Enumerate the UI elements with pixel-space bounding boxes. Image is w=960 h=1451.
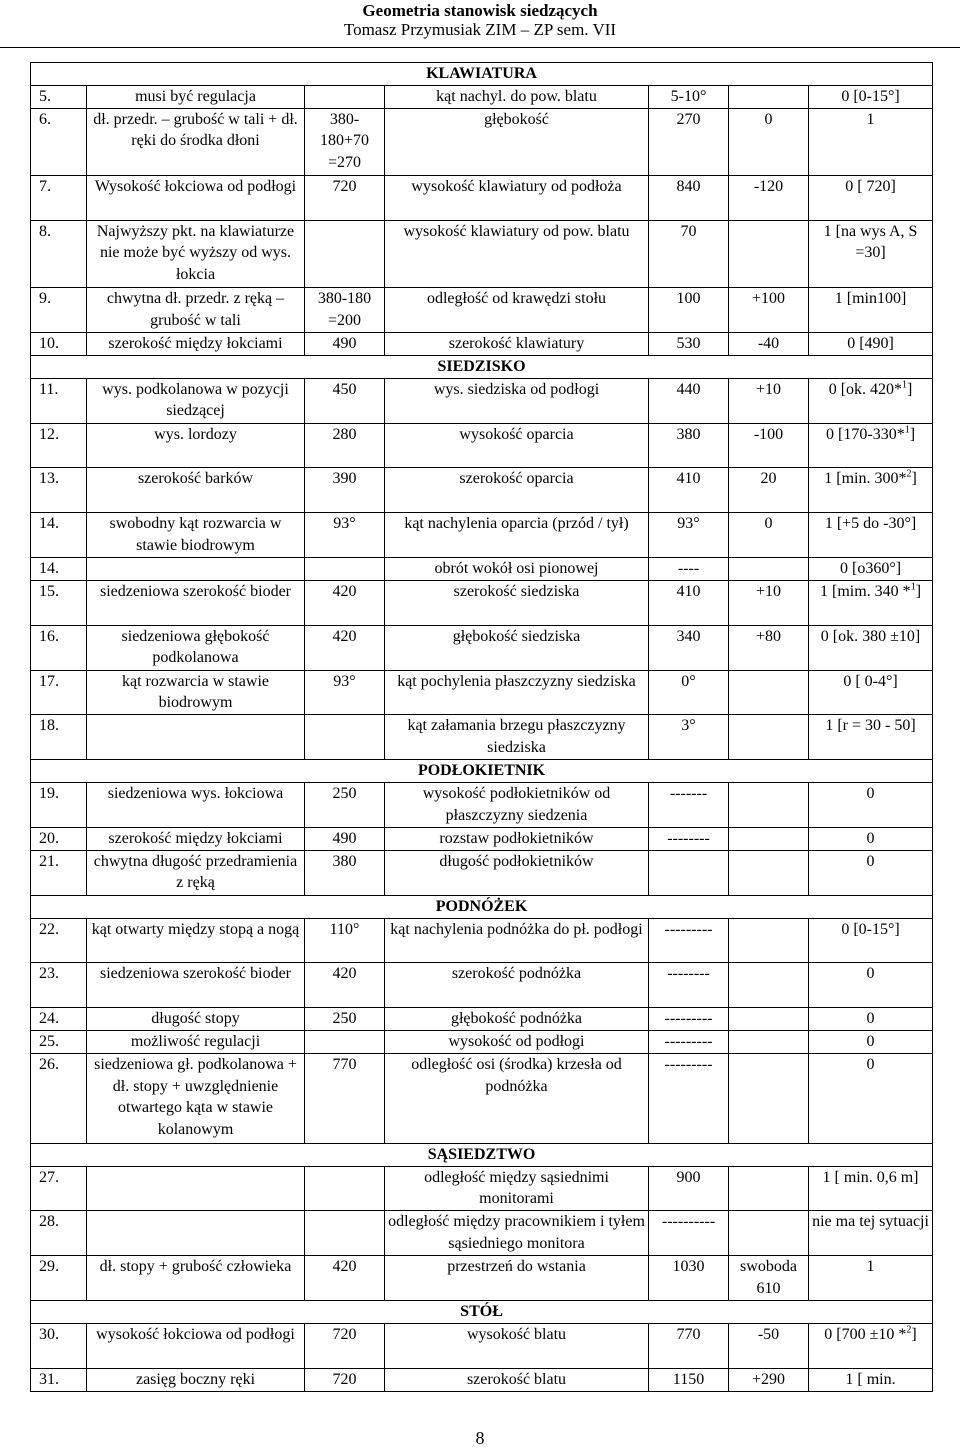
cell-diff: 0: [729, 108, 809, 175]
page-header: [0, 0, 960, 40]
cell-res: 1 [ min. 0,6 m]: [809, 1166, 933, 1211]
cell-res: 0: [809, 1054, 933, 1144]
cell-anthro: szerokość między łokciami: [87, 332, 305, 355]
cell-anthro: [87, 715, 305, 760]
cell-val: --------: [649, 827, 729, 850]
table-row: [31, 378, 933, 423]
table-row: [31, 288, 933, 333]
cell-param: kąt nachyl. do pow. blatu: [385, 85, 649, 108]
cell-no: 14.: [31, 513, 87, 558]
cell-val: ---------: [649, 1031, 729, 1054]
cell-param: wys. siedziska od podłogi: [385, 378, 649, 423]
cell-val: 5-10°: [649, 85, 729, 108]
cell-val: 770: [649, 1323, 729, 1368]
cell-no: 29.: [31, 1256, 87, 1301]
cell-anthro: chwytna dł. przedr. z ręką – grubość w tali: [87, 288, 305, 333]
cell-no: 18.: [31, 715, 87, 760]
cell-param: kąt załamania brzegu płaszczyzny siedziska: [385, 715, 649, 760]
cell-diff: +290: [729, 1368, 809, 1391]
cell-val: 270: [649, 108, 729, 175]
cell-no: 8.: [31, 220, 87, 287]
cell-param: wysokość podłokietników od płaszczyzny siedzenia: [385, 783, 649, 828]
table-row: [31, 1031, 933, 1054]
section-row-siedzisko: [31, 355, 933, 378]
table-row: [31, 580, 933, 625]
cell-anthro: możliwość regulacji: [87, 1031, 305, 1054]
section-row-sasiedztwo: [31, 1143, 933, 1166]
cell-no: 22.: [31, 918, 87, 963]
cell-res: 1 [min. 300*$^2$]: [809, 468, 933, 513]
cell-no: 25.: [31, 1031, 87, 1054]
section-row-podnozek: [31, 895, 933, 918]
cell-val: 840: [649, 176, 729, 221]
cell-diff: [729, 918, 809, 963]
cell-diff: -40: [729, 332, 809, 355]
cell-diff: [729, 558, 809, 581]
cell-anthro: dł. stopy + grubość człowieka: [87, 1256, 305, 1301]
cell-v: [305, 1166, 385, 1211]
cell-res: 0 [490]: [809, 332, 933, 355]
table-row: [31, 715, 933, 760]
cell-v: 93°: [305, 670, 385, 715]
cell-v: 420: [305, 625, 385, 670]
table-row: [31, 1211, 933, 1256]
cell-param: odległość od krawędzi stołu: [385, 288, 649, 333]
cell-v: 110°: [305, 918, 385, 963]
cell-v: 380-180+70 =270: [305, 108, 385, 175]
cell-anthro: wys. podkolanowa w pozycji siedzącej: [87, 378, 305, 423]
cell-v: 380: [305, 850, 385, 895]
cell-anthro: wys. lordozy: [87, 423, 305, 468]
cell-res: 0: [809, 963, 933, 1008]
cell-no: 17.: [31, 670, 87, 715]
cell-diff: [729, 1166, 809, 1211]
cell-v: 390: [305, 468, 385, 513]
table-row: [31, 108, 933, 175]
cell-param: kąt nachylenia podnóżka do pł. podłogi: [385, 918, 649, 963]
table-row: [31, 827, 933, 850]
cell-no: 30.: [31, 1323, 87, 1368]
cell-diff: [729, 1008, 809, 1031]
cell-val: 410: [649, 580, 729, 625]
cell-res: 0: [809, 827, 933, 850]
cell-res: 0: [809, 783, 933, 828]
cell-diff: [729, 85, 809, 108]
section-row-klawiatura: [31, 63, 933, 86]
document-title: Geometria stanowisk siedzących: [362, 1, 598, 20]
cell-v: 380-180 =200: [305, 288, 385, 333]
cell-diff: +100: [729, 288, 809, 333]
table-row: [31, 513, 933, 558]
cell-param: głębokość podnóżka: [385, 1008, 649, 1031]
cell-anthro: swobodny kąt rozwarcia w stawie biodrowym: [87, 513, 305, 558]
cell-anthro: chwytna długość przedramienia z ręką: [87, 850, 305, 895]
cell-no: 28.: [31, 1211, 87, 1256]
cell-no: 27.: [31, 1166, 87, 1211]
cell-res: 0 [170-330*$^1$]: [809, 423, 933, 468]
cell-res: 0 [ 720]: [809, 176, 933, 221]
cell-anthro: Najwyższy pkt. na klawiaturze nie może być wyższy od wys. łokcia: [87, 220, 305, 287]
header-rule: [0, 47, 960, 48]
cell-no: 26.: [31, 1054, 87, 1144]
cell-v: 420: [305, 580, 385, 625]
cell-diff: [729, 850, 809, 895]
cell-res: 1 [r = 30 - 50]: [809, 715, 933, 760]
cell-v: 420: [305, 963, 385, 1008]
section-heading: PODNÓŻEK: [31, 895, 933, 918]
table-row: [31, 85, 933, 108]
cell-param: wysokość klawiatury od podłoża: [385, 176, 649, 221]
cell-no: 19.: [31, 783, 87, 828]
cell-no: 20.: [31, 827, 87, 850]
table-row: [31, 1256, 933, 1301]
cell-res: 0: [809, 1008, 933, 1031]
cell-res: 0: [809, 1031, 933, 1054]
cell-no: 16.: [31, 625, 87, 670]
cell-param: wysokość blatu: [385, 1323, 649, 1368]
table-row: [31, 625, 933, 670]
document-subtitle: Tomasz Przymusiak ZIM – ZP sem. VII: [343, 20, 617, 39]
cell-param: szerokość oparcia: [385, 468, 649, 513]
table-row: [31, 558, 933, 581]
cell-val: ---------: [649, 1008, 729, 1031]
table-row: [31, 670, 933, 715]
cell-val: 530: [649, 332, 729, 355]
cell-no: 10.: [31, 332, 87, 355]
cell-res: 0 [ 0-4°]: [809, 670, 933, 715]
cell-v: 250: [305, 1008, 385, 1031]
cell-diff: [729, 715, 809, 760]
cell-res: 0 [o360°]: [809, 558, 933, 581]
cell-diff: 20: [729, 468, 809, 513]
cell-res: 1 [ min.: [809, 1368, 933, 1391]
cell-no: 13.: [31, 468, 87, 513]
cell-anthro: dł. przedr. – grubość w tali + dł. ręki do środka dłoni: [87, 108, 305, 175]
cell-res: 1 [mim. 340 *$^1$]: [809, 580, 933, 625]
cell-no: 9.: [31, 288, 87, 333]
cell-res: nie ma tej sytuacji: [809, 1211, 933, 1256]
table-row: [31, 220, 933, 287]
cell-diff: [729, 963, 809, 1008]
section-heading: STÓŁ: [31, 1301, 933, 1324]
cell-diff: swoboda 610: [729, 1256, 809, 1301]
cell-diff: -120: [729, 176, 809, 221]
cell-v: 720: [305, 176, 385, 221]
cell-v: [305, 1031, 385, 1054]
section-row-podlokietnik: [31, 760, 933, 783]
cell-diff: -50: [729, 1323, 809, 1368]
page-number: 8: [475, 1428, 485, 1448]
cell-anthro: zasięg boczny ręki: [87, 1368, 305, 1391]
cell-anthro: długość stopy: [87, 1008, 305, 1031]
cell-v: 720: [305, 1368, 385, 1391]
cell-res: 1 [+5 do -30°]: [809, 513, 933, 558]
cell-diff: [729, 220, 809, 287]
table-row: [31, 176, 933, 221]
table-row: [31, 918, 933, 963]
cell-param: głębokość siedziska: [385, 625, 649, 670]
cell-anthro: szerokość między łokciami: [87, 827, 305, 850]
cell-param: wysokość oparcia: [385, 423, 649, 468]
table-row: [31, 423, 933, 468]
cell-param: szerokość siedziska: [385, 580, 649, 625]
cell-diff: [729, 670, 809, 715]
cell-no: 5.: [31, 85, 87, 108]
cell-param: odległość między pracownikiem i tyłem sąsiedniego monitora: [385, 1211, 649, 1256]
cell-val: 380: [649, 423, 729, 468]
cell-res: 1: [809, 1256, 933, 1301]
cell-v: [305, 558, 385, 581]
cell-val: 1030: [649, 1256, 729, 1301]
cell-no: 12.: [31, 423, 87, 468]
cell-param: rozstaw podłokietników: [385, 827, 649, 850]
cell-v: [305, 85, 385, 108]
cell-val: 1150: [649, 1368, 729, 1391]
cell-param: szerokość klawiatury: [385, 332, 649, 355]
cell-res: 0 [700 ±10 *$^2$]: [809, 1323, 933, 1368]
cell-anthro: [87, 1166, 305, 1211]
cell-res: 0 [0-15°]: [809, 85, 933, 108]
table-row: [31, 1323, 933, 1368]
cell-diff: [729, 827, 809, 850]
cell-val: 70: [649, 220, 729, 287]
table-row: [31, 1166, 933, 1211]
cell-no: 11.: [31, 378, 87, 423]
cell-no: 7.: [31, 176, 87, 221]
cell-res: 0 [ok. 380 ±10]: [809, 625, 933, 670]
cell-v: 93°: [305, 513, 385, 558]
table-row: [31, 1008, 933, 1031]
cell-diff: [729, 1211, 809, 1256]
cell-no: 23.: [31, 963, 87, 1008]
cell-anthro: siedzeniowa szerokość bioder: [87, 963, 305, 1008]
section-heading: SĄSIEDZTWO: [31, 1143, 933, 1166]
cell-diff: [729, 1031, 809, 1054]
cell-val: 900: [649, 1166, 729, 1211]
section-row-stol: [31, 1301, 933, 1324]
table-row: [31, 783, 933, 828]
table-row: [31, 963, 933, 1008]
cell-res: 0 [ok. 420*$^1$]: [809, 378, 933, 423]
cell-diff: 0: [729, 513, 809, 558]
ergonomics-table: [30, 62, 933, 1392]
cell-anthro: siedzeniowa szerokość bioder: [87, 580, 305, 625]
cell-anthro: musi być regulacja: [87, 85, 305, 108]
cell-no: 31.: [31, 1368, 87, 1391]
cell-anthro: wysokość łokciowa od podłogi: [87, 1323, 305, 1368]
cell-diff: [729, 1054, 809, 1144]
cell-v: 250: [305, 783, 385, 828]
cell-res: 1 [na wys A, S =30]: [809, 220, 933, 287]
cell-anthro: [87, 1211, 305, 1256]
cell-no: 6.: [31, 108, 87, 175]
table-row: [31, 332, 933, 355]
table-row: [31, 468, 933, 513]
cell-val: 410: [649, 468, 729, 513]
cell-v: [305, 715, 385, 760]
cell-anthro: siedzeniowa wys. łokciowa: [87, 783, 305, 828]
table-row: [31, 1368, 933, 1391]
cell-res: 0: [809, 850, 933, 895]
table-row: [31, 1054, 933, 1144]
cell-param: obrót wokół osi pionowej: [385, 558, 649, 581]
cell-anthro: siedzeniowa głębokość podkolanowa: [87, 625, 305, 670]
cell-param: długość podłokietników: [385, 850, 649, 895]
cell-diff: +10: [729, 580, 809, 625]
cell-val: 93°: [649, 513, 729, 558]
cell-v: 720: [305, 1323, 385, 1368]
cell-diff: +10: [729, 378, 809, 423]
cell-v: [305, 220, 385, 287]
cell-v: 490: [305, 332, 385, 355]
cell-val: --------: [649, 963, 729, 1008]
cell-v: 450: [305, 378, 385, 423]
section-heading: SIEDZISKO: [31, 355, 933, 378]
cell-anthro: kąt rozwarcia w stawie biodrowym: [87, 670, 305, 715]
cell-param: odległość między sąsiednimi monitorami: [385, 1166, 649, 1211]
cell-no: 14.: [31, 558, 87, 581]
cell-no: 24.: [31, 1008, 87, 1031]
cell-v: 490: [305, 827, 385, 850]
cell-param: głębokość: [385, 108, 649, 175]
cell-v: 420: [305, 1256, 385, 1301]
cell-val: 3°: [649, 715, 729, 760]
cell-val: -------: [649, 783, 729, 828]
cell-val: ----------: [649, 1211, 729, 1256]
cell-param: przestrzeń do wstania: [385, 1256, 649, 1301]
cell-diff: [729, 783, 809, 828]
cell-v: 280: [305, 423, 385, 468]
cell-param: kąt nachylenia oparcia (przód / tył): [385, 513, 649, 558]
cell-no: 21.: [31, 850, 87, 895]
cell-res: 0 [0-15°]: [809, 918, 933, 963]
cell-val: 440: [649, 378, 729, 423]
cell-param: wysokość klawiatury od pow. blatu: [385, 220, 649, 287]
cell-res: 1 [min100]: [809, 288, 933, 333]
cell-diff: +80: [729, 625, 809, 670]
cell-param: szerokość blatu: [385, 1368, 649, 1391]
cell-val: 340: [649, 625, 729, 670]
cell-anthro: szerokość barków: [87, 468, 305, 513]
section-heading: KLAWIATURA: [31, 63, 933, 86]
cell-val: [649, 850, 729, 895]
cell-anthro: kąt otwarty między stopą a nogą: [87, 918, 305, 963]
cell-res: 1: [809, 108, 933, 175]
cell-param: szerokość podnóżka: [385, 963, 649, 1008]
cell-anthro: Wysokość łokciowa od podłogi: [87, 176, 305, 221]
cell-param: kąt pochylenia płaszczyzny siedziska: [385, 670, 649, 715]
cell-val: 100: [649, 288, 729, 333]
section-heading: PODŁOKIETNIK: [31, 760, 933, 783]
cell-diff: -100: [729, 423, 809, 468]
cell-no: 15.: [31, 580, 87, 625]
cell-anthro: siedzeniowa gł. podkolanowa + dł. stopy + uwzględnienie otwartego kąta w stawie kolanowym: [87, 1054, 305, 1144]
table-row: [31, 850, 933, 895]
cell-v: 770: [305, 1054, 385, 1144]
cell-param: odległość osi (środka) krzesła od podnóżka: [385, 1054, 649, 1144]
cell-val: 0°: [649, 670, 729, 715]
cell-param: wysokość od podłogi: [385, 1031, 649, 1054]
cell-val: ---------: [649, 1054, 729, 1144]
cell-anthro: [87, 558, 305, 581]
cell-v: [305, 1211, 385, 1256]
cell-val: ----: [649, 558, 729, 581]
cell-val: ---------: [649, 918, 729, 963]
